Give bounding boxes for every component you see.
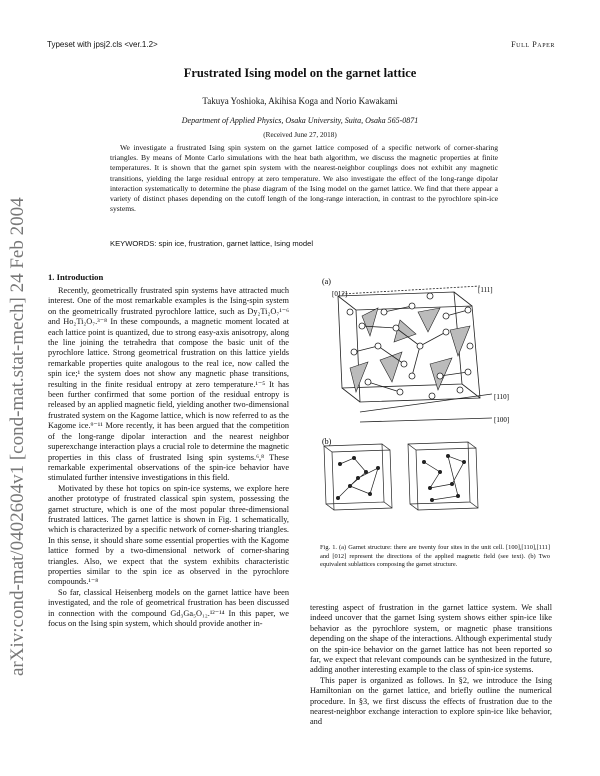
keywords: KEYWORDS: spin ice, frustration, garnet lattice, Ising model <box>110 239 314 248</box>
abstract: We investigate a frustrated Ising spin system on the garnet lattice composed of a specific network of corner-sharing triangles. By means of Monte Carlo simulations with the heat bath algorithm, we discuss the magnetic properties at finite temperatures. It is shown that the garnet spin system with the nearest-neighbor couplings does not exhibit any magnetic transitions, yielding the large residual entropy at zero temperature. We also investigate the effect of the long-range dipolar interaction systematically to determine the phase diagram of the Ising model on the garnet lattice. We find that there appear a variety of distinct phases depending on the cutoff length of the long-range interaction, in contrast to the pyrochlore spin-ice systems. <box>110 143 498 214</box>
column-left <box>48 286 289 629</box>
sublattice-cube-2 <box>408 442 478 510</box>
direction-012-label: [012] <box>332 290 348 298</box>
figure-caption: Fig. 1. (a) Garnet structure: there are twenty four sites in the unit cell. [100],[110],[111] and [012] represent the directions of the applied magnetic field (see text). (b) Two equivalent sublattices composing the garnet structure. <box>320 544 550 569</box>
direction-100-label: [100] <box>494 416 510 424</box>
direction-110-label: [110] <box>494 393 509 401</box>
author-list: Takuya Yoshioka, Akihisa Koga and Norio Kawakami <box>202 96 398 106</box>
column-right <box>310 603 552 728</box>
paper-title: Frustrated Ising model on the garnet lattice <box>183 66 417 80</box>
arxiv-stamp: arXiv:cond-mat/0402604v1 [cond-mat.stat-mech] 24 Feb 2004 <box>7 197 28 676</box>
paragraph: Motivated by these hot topics on spin-ice systems, we explore here another prototype of frustrated classical spin system, possessing the garnet structure, which is one of the most popular three-dimensional frustrated lattices. The garnet lattice is shown in Fig. 1 schematically, which is characterized by a specific network of corner-sharing triangles. In this sense, it should share some essential properties with the Kagome lattice formed by a two-dimensional network of corner-sharing triangles. Also, we expect that the system exhibits characteristic properties similar to the spin ice as observed in the pyrochlore compounds.¹⁻⁸ <box>48 483 289 587</box>
running-header-left: Typeset with jpsj2.cls <ver.1.2> <box>47 40 158 49</box>
lattice-sites <box>347 293 473 399</box>
paragraph: This paper is organized as follows. In §2, we introduce the Ising Hamiltonian on the garnet lattice, and briefly outline the numerical procedure. In §3, we first discuss the effects of frustration due to the nearest-neighbor exchange interaction to explore spin-ice like behavior, and <box>310 675 552 727</box>
running-header-right: Full Paper <box>511 40 555 49</box>
direction-111-label: [111] <box>478 286 493 294</box>
panel-b-label: (b) <box>322 437 332 446</box>
paragraph: So far, classical Heisenberg models on the garnet lattice have been investigated, and the role of geometrical frustration has been discussed in connection with the compound Gd₃Ga₅O₁₂.¹²⁻¹⁴ In this paper, we focus on the Ising spin system, which should provide another in- <box>48 587 289 628</box>
received-date: (Received June 27, 2018) <box>263 131 337 139</box>
panel-a-label: (a) <box>322 277 331 286</box>
section-heading: 1. Introduction <box>48 272 104 282</box>
paragraph: teresting aspect of frustration in the garnet lattice system. We shall indeed uncover that the garnet Ising system shows either spin-ice like behavior as the pyrochlore system, or magnetic phase transitions depending on the shape of the interactions. Although experimental study on the spin-ice behavior on the garnet lattice has not been reported so far, we expect that relevant compounds can be synthesized in the future, adding another interesting example to the class of spin-ice systems. <box>310 603 552 675</box>
sublattice-sites <box>336 454 466 502</box>
figure-1 <box>320 272 550 542</box>
garnet-lattice-figure <box>320 272 550 542</box>
affiliation: Department of Applied Physics, Osaka University, Suita, Osaka 565-0871 <box>181 116 419 125</box>
paragraph: Recently, geometrically frustrated spin systems have attracted much interest. One of the most remarkable examples is the Ising-spin system on the geometrically frustrated pyrochlore lattice, such as Dy₂Ti₂O₇¹⁻⁶ and Ho₂Ti₂O₇.³⁻⁸ In these compounds, a magnetic moment located at each lattice point is quantized, due to strong easy-axis anisotropy, along the line joining the tetrahedra that compose the basic unit of the pyrochlore lattice. Strong geometrical frustration on this lattice yields remarkable properties quite analogous to the real ice, now called the spin ice;¹ the system does not show any magnetic phase transitions, resulting in the finite residual entropy at zero temperature.¹⁻⁵ It has been further confirmed that some portion of the residual entropy is released by an applied magnetic field, yielding another two-dimensional frustrated system on the Kagome lattice, which is now referred to as the Kagome ice.⁹⁻¹¹ More recently, it has been argued that the competition of the long-range dipolar interaction and the nearest neighbor superexchange interaction plays a crucial role to determine the magnetic properties in this class of frustrated Ising spin systems.⁶,⁸ These remarkable experimental observations of the spin-ice behavior have stimulated further intensive investigations in this field. <box>48 286 289 483</box>
